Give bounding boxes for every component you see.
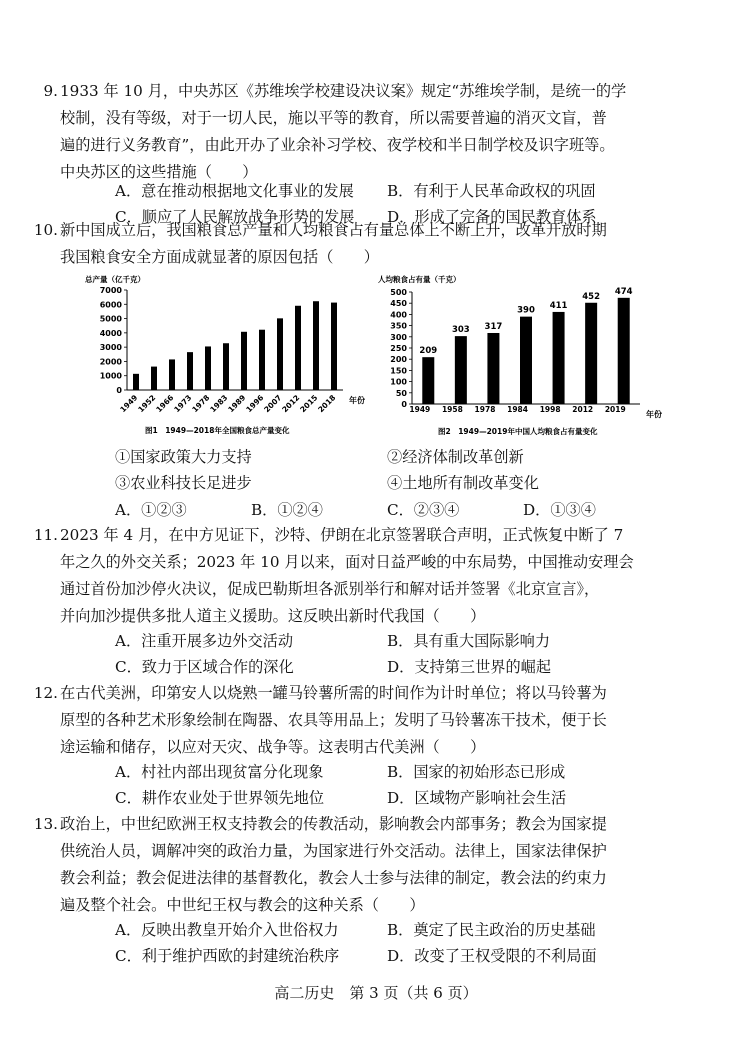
question-text-line: 遍及整个社会。中世纪王权与教会的这种关系（ ） xyxy=(60,896,425,914)
bar xyxy=(241,332,247,390)
x-axis-label: 年份 xyxy=(646,410,662,419)
bar xyxy=(585,303,597,404)
question-text-line: 并向加沙提供多批人道主义援助。这反映出新时代我国（ ） xyxy=(60,607,486,625)
grain-per-capita-chart xyxy=(378,272,668,442)
question-number: 9. xyxy=(43,82,58,100)
bar xyxy=(422,357,434,404)
question-text-line: 途运输和储存，以应对天灾、战争等。这表明古代美洲（ ） xyxy=(60,738,486,756)
option-c: C．利于维护西欧的封建统治秩序 xyxy=(115,947,340,965)
option-c: C．顺应了人民解放战争形势的发展 xyxy=(115,208,355,226)
y-tick-label: 50 xyxy=(395,388,407,398)
x-tick-label: 2019 xyxy=(604,405,626,414)
x-tick-label: 1949 xyxy=(409,405,431,414)
y-tick-label: 100 xyxy=(390,377,407,387)
x-tick-label: 1983 xyxy=(208,393,230,415)
y-tick-label: 400 xyxy=(390,310,407,320)
question-number: 13. xyxy=(33,815,58,833)
question-12 xyxy=(33,680,702,761)
statement-2: ②经济体制改革创新 xyxy=(387,448,524,466)
chart-caption: 图1 1949—2018年全国粮食总产量变化 xyxy=(145,426,290,435)
x-tick-label: 2007 xyxy=(262,393,284,415)
option-a: A．注重开展多边外交活动 xyxy=(115,632,294,650)
question-number: 10. xyxy=(33,221,58,239)
question-number: 12. xyxy=(33,684,58,702)
bar xyxy=(455,336,467,404)
data-label: 452 xyxy=(582,291,601,302)
y-tick-label: 150 xyxy=(390,366,407,376)
x-tick-label: 1978 xyxy=(474,405,496,414)
option-a: A．意在推动根据地文化事业的发展 xyxy=(115,182,354,200)
option-c: C．②③④ xyxy=(387,501,460,519)
x-tick-label: 1973 xyxy=(172,393,194,415)
statement-4: ④土地所有制改革变化 xyxy=(387,474,539,492)
question-text-line: 通过首份加沙停火决议，促成巴勒斯坦各派别举行和解对话并签署《北京宣言》， xyxy=(60,580,600,598)
option-d: D．支持第三世界的崛起 xyxy=(387,658,552,676)
option-c: C．致力于区域合作的深化 xyxy=(115,658,294,676)
bar xyxy=(223,343,229,390)
bar xyxy=(487,333,499,404)
y-tick-label: 500 xyxy=(390,288,407,297)
x-tick-label: 1989 xyxy=(226,393,248,415)
option-b: B．具有重大国际影响力 xyxy=(387,632,551,650)
option-b: B．①②④ xyxy=(251,501,323,519)
question-text-line: 教会利益；教会促进法律的基督教化，教会人士参与法律的制定，教会法的约束力 xyxy=(60,869,607,887)
data-label: 474 xyxy=(614,286,633,297)
y-axis-label: 总产量（亿千克） xyxy=(85,275,145,284)
data-label: 303 xyxy=(451,325,470,336)
bar xyxy=(133,374,139,390)
bar xyxy=(169,359,175,390)
option-b: B．国家的初始形态已形成 xyxy=(387,763,566,781)
bar xyxy=(618,298,630,404)
y-tick-label: 300 xyxy=(390,332,407,342)
question-text-line: 新中国成立后，我国粮食总产量和人均粮食占有量总体上不断上升，改革开放时期 xyxy=(60,221,607,239)
y-tick-label: 0 xyxy=(116,386,122,395)
x-tick-label: 2015 xyxy=(298,393,320,415)
bar xyxy=(205,346,211,390)
x-tick-label: 2012 xyxy=(280,393,302,415)
data-label: 317 xyxy=(484,321,503,332)
bar xyxy=(520,317,532,404)
question-text-line: 中央苏区的这些措施（ ） xyxy=(60,163,258,181)
data-label: 209 xyxy=(419,346,438,357)
question-text-line: 政治上，中世纪欧洲王权支持教会的传教活动，影响教会内部事务；教会为国家提 xyxy=(60,815,607,833)
question-number: 11. xyxy=(33,526,58,544)
x-tick-label: 1998 xyxy=(539,405,561,414)
bar xyxy=(151,367,157,390)
bar xyxy=(313,301,319,390)
question-text-line: 年之久的外交关系；2023 年 10 月以来，面对日益严峻的中东局势，中国推动安理会 xyxy=(60,553,634,571)
option-c: C．耕作农业处于世界领先地位 xyxy=(115,789,325,807)
question-text-line: 供统治人员，调解冲突的政治力量，为国家进行外交活动。法律上，国家法律保护 xyxy=(60,842,607,860)
question-text-line: 原型的各种艺术形象绘制在陶器、农具等用品上；发明了马铃薯冻干技术，便于长 xyxy=(60,711,607,729)
option-d: D．①③④ xyxy=(523,501,596,519)
question-text-line: 2023 年 4 月，在中方见证下，沙特、伊朗在北京签署联合声明，正式恢复中断了 7 xyxy=(60,526,624,544)
statement-3: ③农业科技长足进步 xyxy=(115,474,252,492)
option-b: B．有利于人民革命政权的巩固 xyxy=(387,182,596,200)
bar xyxy=(187,352,193,390)
data-label: 411 xyxy=(549,300,568,311)
y-tick-label: 4000 xyxy=(99,328,122,338)
page-footer: 高二历史 第 3 页（共 6 页） xyxy=(274,984,478,1002)
question-text-line: 遍的进行义务教育”，由此开办了业余补习学校、夜学校和半日制学校及识字班等。 xyxy=(60,136,615,154)
bar xyxy=(553,312,565,404)
option-a: A．村社内部出现贫富分化现象 xyxy=(115,763,324,781)
y-tick-label: 350 xyxy=(390,321,407,331)
option-d: D．改变了王权受限的不利局面 xyxy=(387,947,597,965)
question-text-line: 我国粮食安全方面成就显著的原因包括（ ） xyxy=(60,248,379,266)
x-tick-label: 1958 xyxy=(441,405,463,414)
x-tick-label: 2012 xyxy=(572,405,594,414)
option-d: D．形成了完备的国民教育体系 xyxy=(387,208,597,226)
option-d: D．区域物产影响社会生活 xyxy=(387,789,567,807)
x-tick-label: 1996 xyxy=(244,393,266,415)
x-tick-label: 1952 xyxy=(136,393,158,415)
option-a: A．反映出教皇开始介入世俗权力 xyxy=(115,921,339,939)
question-9 xyxy=(43,78,702,186)
x-tick-label: 1984 xyxy=(507,405,528,414)
x-tick-label: 1949 xyxy=(118,393,140,415)
y-tick-label: 7000 xyxy=(99,286,122,295)
y-axis-label: 人均粮食占有量（千克） xyxy=(378,275,461,284)
y-tick-label: 3000 xyxy=(99,343,122,353)
x-tick-label: 1966 xyxy=(154,393,176,415)
y-tick-label: 5000 xyxy=(99,314,122,324)
y-tick-label: 250 xyxy=(390,344,407,353)
question-text-line: 校制，没有等级，对于一切人民，施以平等的教育，所以需要普遍的消灭文盲，普 xyxy=(60,109,607,127)
bar xyxy=(331,303,337,390)
y-tick-label: 1000 xyxy=(99,371,122,381)
question-10 xyxy=(33,217,702,271)
y-tick-label: 200 xyxy=(390,355,407,365)
y-tick-label: 450 xyxy=(390,299,407,309)
question-13 xyxy=(33,811,702,919)
bar xyxy=(277,318,283,390)
question-text-line: 在古代美洲，印第安人以烧熟一罐马铃薯所需的时间作为计时单位；将以马铃薯为 xyxy=(60,684,607,702)
bar xyxy=(295,306,301,390)
question-11 xyxy=(33,522,702,630)
x-tick-label: 2018 xyxy=(316,393,338,415)
bar xyxy=(259,330,265,390)
chart-caption: 图2 1949—2019年中国人均粮食占有量变化 xyxy=(438,427,598,436)
statement-1: ①国家政策大力支持 xyxy=(115,448,252,466)
option-a: A．①②③ xyxy=(115,501,187,519)
y-tick-label: 0 xyxy=(401,400,407,409)
y-tick-label: 2000 xyxy=(99,357,122,367)
data-label: 390 xyxy=(517,305,535,316)
x-axis-label: 年份 xyxy=(349,396,365,405)
grain-total-output-chart xyxy=(85,272,370,442)
y-tick-label: 6000 xyxy=(99,300,122,310)
x-tick-label: 1978 xyxy=(190,393,212,415)
question-text-line: 1933 年 10 月，中央苏区《苏维埃学校建设决议案》规定“苏维埃学制，是统一的学 xyxy=(60,82,627,100)
option-b: B．奠定了民主政治的历史基础 xyxy=(387,921,596,939)
